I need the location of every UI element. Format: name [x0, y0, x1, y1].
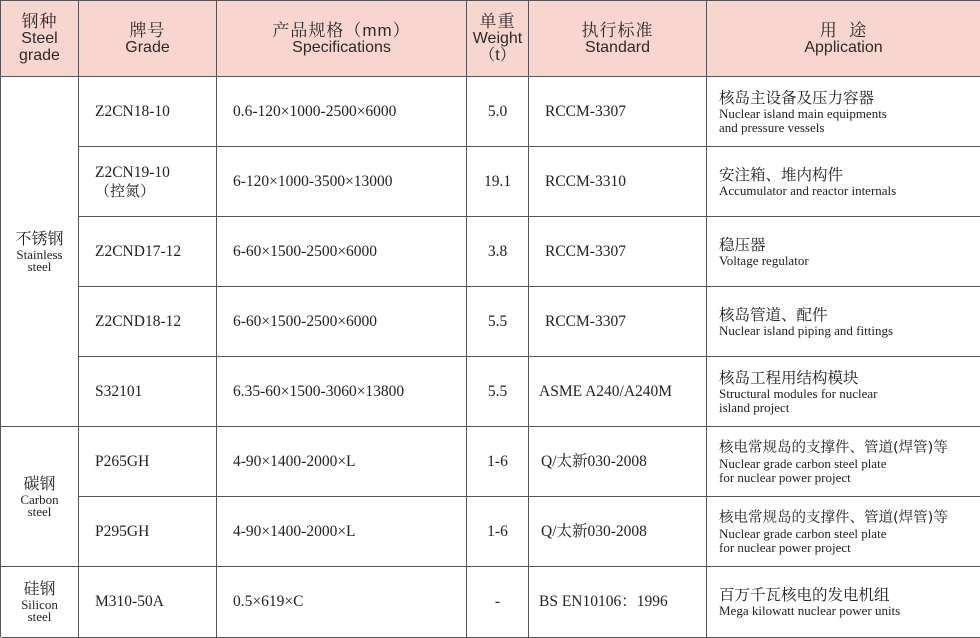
header-steel-grade: [1, 1, 79, 77]
cell-standard: [529, 217, 707, 287]
app-en2: for nuclear power project: [719, 539, 851, 555]
spec-text: 0.6-120×1000-2500×6000: [233, 102, 397, 120]
spec-text: 6.35-60×1500-3060×13800: [233, 382, 405, 400]
group-stainless-steel: [1, 77, 79, 427]
cell-grade: [79, 217, 217, 287]
standard-text: Q/太新030-2008: [541, 522, 647, 540]
grade-text: Z2CN19-10: [95, 163, 170, 181]
standard-text: RCCM-3307: [545, 102, 626, 120]
app-zh: 安注箱、堆内构件: [719, 165, 844, 184]
grade-text: Z2CND18-12: [95, 312, 182, 330]
cell-grade: [79, 427, 217, 497]
cell-application: [707, 357, 980, 427]
cell-grade: [79, 147, 217, 217]
cell-application: [707, 287, 980, 357]
app-zh: 稳压器: [719, 235, 766, 254]
cell-weight: [467, 147, 529, 217]
grade-text: Z2CND17-12: [95, 242, 182, 260]
cell-spec: [217, 77, 467, 147]
cell-weight: [467, 287, 529, 357]
spec-text: 6-60×1500-2500×6000: [233, 312, 378, 330]
spec-text: 0.5×619×C: [233, 593, 304, 610]
app-zh: 百万千瓦核电的发电机组: [719, 586, 890, 604]
cell-grade: [79, 567, 217, 638]
cell-spec: [217, 217, 467, 287]
header-app-zh: 用 途: [819, 20, 868, 40]
group-zh: 不锈钢: [15, 230, 64, 248]
cell-standard: [529, 287, 707, 357]
grade-text: Z2CN18-10: [95, 102, 170, 120]
cell-spec: [217, 497, 467, 567]
header-weight-zh: 单重: [479, 12, 516, 31]
spec-text: 6-60×1500-2500×6000: [233, 242, 378, 260]
grade-text: M310-50A: [95, 593, 164, 610]
cell-weight: [467, 497, 529, 567]
spec-text: 6-120×1000-3500×13000: [233, 172, 393, 190]
standard-text: Q/太新030-2008: [541, 452, 647, 470]
app-en1: Structural modules for nuclear: [719, 385, 878, 401]
cell-standard: [529, 497, 707, 567]
header-weight-en: Weight: [472, 30, 523, 47]
app-en2: and pressure vessels: [719, 119, 825, 135]
standard-text: BS EN10106：1996: [539, 593, 668, 610]
header-std-en: Standard: [585, 38, 650, 56]
header-grade-zh: 牌号: [129, 20, 166, 40]
cell-spec: [217, 147, 467, 217]
cell-application: [707, 217, 980, 287]
header-grade: [79, 1, 217, 77]
standard-text: RCCM-3307: [545, 242, 626, 260]
header-application: [707, 1, 980, 77]
cell-spec: [217, 357, 467, 427]
group-en2: steel: [27, 258, 52, 274]
header-specifications: [217, 1, 467, 77]
group-zh: 硅钢: [23, 581, 56, 598]
header-steel-en2: grade: [19, 47, 60, 64]
weight-text: 1-6: [487, 452, 508, 470]
app-zh: 核电常规岛的支撑件、管道(焊管)等: [719, 509, 948, 526]
cell-spec: [217, 427, 467, 497]
grade-note: （控氮）: [95, 181, 156, 200]
cell-standard: [529, 357, 707, 427]
cell-standard: [529, 427, 707, 497]
header-spec-zh: 产品规格（mm）: [272, 20, 411, 40]
app-en1: Nuclear island main equipments: [719, 105, 887, 121]
cell-weight: [467, 427, 529, 497]
group-en2: steel: [27, 609, 52, 624]
cell-weight: [467, 357, 529, 427]
cell-application: [707, 497, 980, 567]
weight-text: 3.8: [487, 242, 508, 260]
standard-text: ASME A240/A240M: [539, 382, 673, 400]
cell-spec: [217, 287, 467, 357]
group-zh: 碳钢: [23, 475, 56, 493]
grade-text: S32101: [95, 382, 143, 400]
app-en1: Mega kilowatt nuclear power units: [719, 603, 901, 618]
cell-application: [707, 77, 980, 147]
header-grade-en: Grade: [125, 38, 170, 56]
group-en2: steel: [27, 503, 52, 519]
header-app-en: Application: [804, 38, 883, 56]
header-weight: [467, 1, 529, 77]
weight-text: 19.1: [483, 172, 512, 190]
app-en1: Accumulator and reactor internals: [719, 182, 897, 198]
standard-text: RCCM-3307: [545, 312, 626, 330]
header-standard: [529, 1, 707, 77]
grade-text: P295GH: [95, 522, 150, 540]
cell-spec: [217, 567, 467, 638]
cell-grade: [79, 287, 217, 357]
header-spec-en: Specifications: [292, 38, 391, 56]
header-std-zh: 执行标准: [581, 20, 654, 40]
cell-weight: [467, 217, 529, 287]
cell-grade: [79, 77, 217, 147]
cell-standard: [529, 77, 707, 147]
app-en2: island project: [719, 399, 790, 415]
cell-application: [707, 147, 980, 217]
cell-standard: [529, 147, 707, 217]
group-en1: Carbon: [20, 491, 59, 507]
cell-application: [707, 427, 980, 497]
spec-text: 4-90×1400-2000×L: [233, 522, 356, 540]
cell-weight: [467, 77, 529, 147]
weight-text: 5.0: [487, 102, 508, 120]
group-carbon-steel: [1, 427, 79, 567]
cell-application: [707, 567, 980, 638]
app-en2: for nuclear power project: [719, 469, 851, 485]
app-zh: 核岛工程用结构模块: [719, 368, 859, 387]
app-zh: 核岛主设备及压力容器: [719, 88, 875, 107]
app-en1: Nuclear grade carbon steel plate: [719, 455, 887, 471]
weight-text: -: [494, 593, 501, 610]
app-en1: Voltage regulator: [719, 252, 809, 268]
header-steel-zh: 钢种: [21, 12, 58, 31]
spec-text: 4-90×1400-2000×L: [233, 452, 356, 470]
cell-weight: [467, 567, 529, 638]
grade-text: P265GH: [95, 452, 150, 470]
cell-grade: [79, 497, 217, 567]
app-en1: Nuclear island piping and fittings: [719, 322, 894, 338]
header-weight-unit: （t）: [479, 47, 516, 64]
weight-text: 5.5: [487, 312, 508, 330]
app-zh: 核岛管道、配件: [719, 305, 828, 324]
cell-standard: [529, 567, 707, 638]
group-en1: Stainless: [16, 246, 63, 262]
group-silicon-steel: [1, 567, 79, 638]
weight-text: 1-6: [487, 522, 508, 540]
weight-text: 5.5: [487, 382, 508, 400]
group-en1: Silicon: [21, 597, 58, 612]
app-zh: 核电常规岛的支撑件、管道(焊管)等: [719, 439, 948, 456]
standard-text: RCCM-3310: [545, 172, 626, 190]
app-en1: Nuclear grade carbon steel plate: [719, 525, 887, 541]
cell-grade: [79, 357, 217, 427]
header-steel-en1: Steel: [21, 30, 58, 47]
